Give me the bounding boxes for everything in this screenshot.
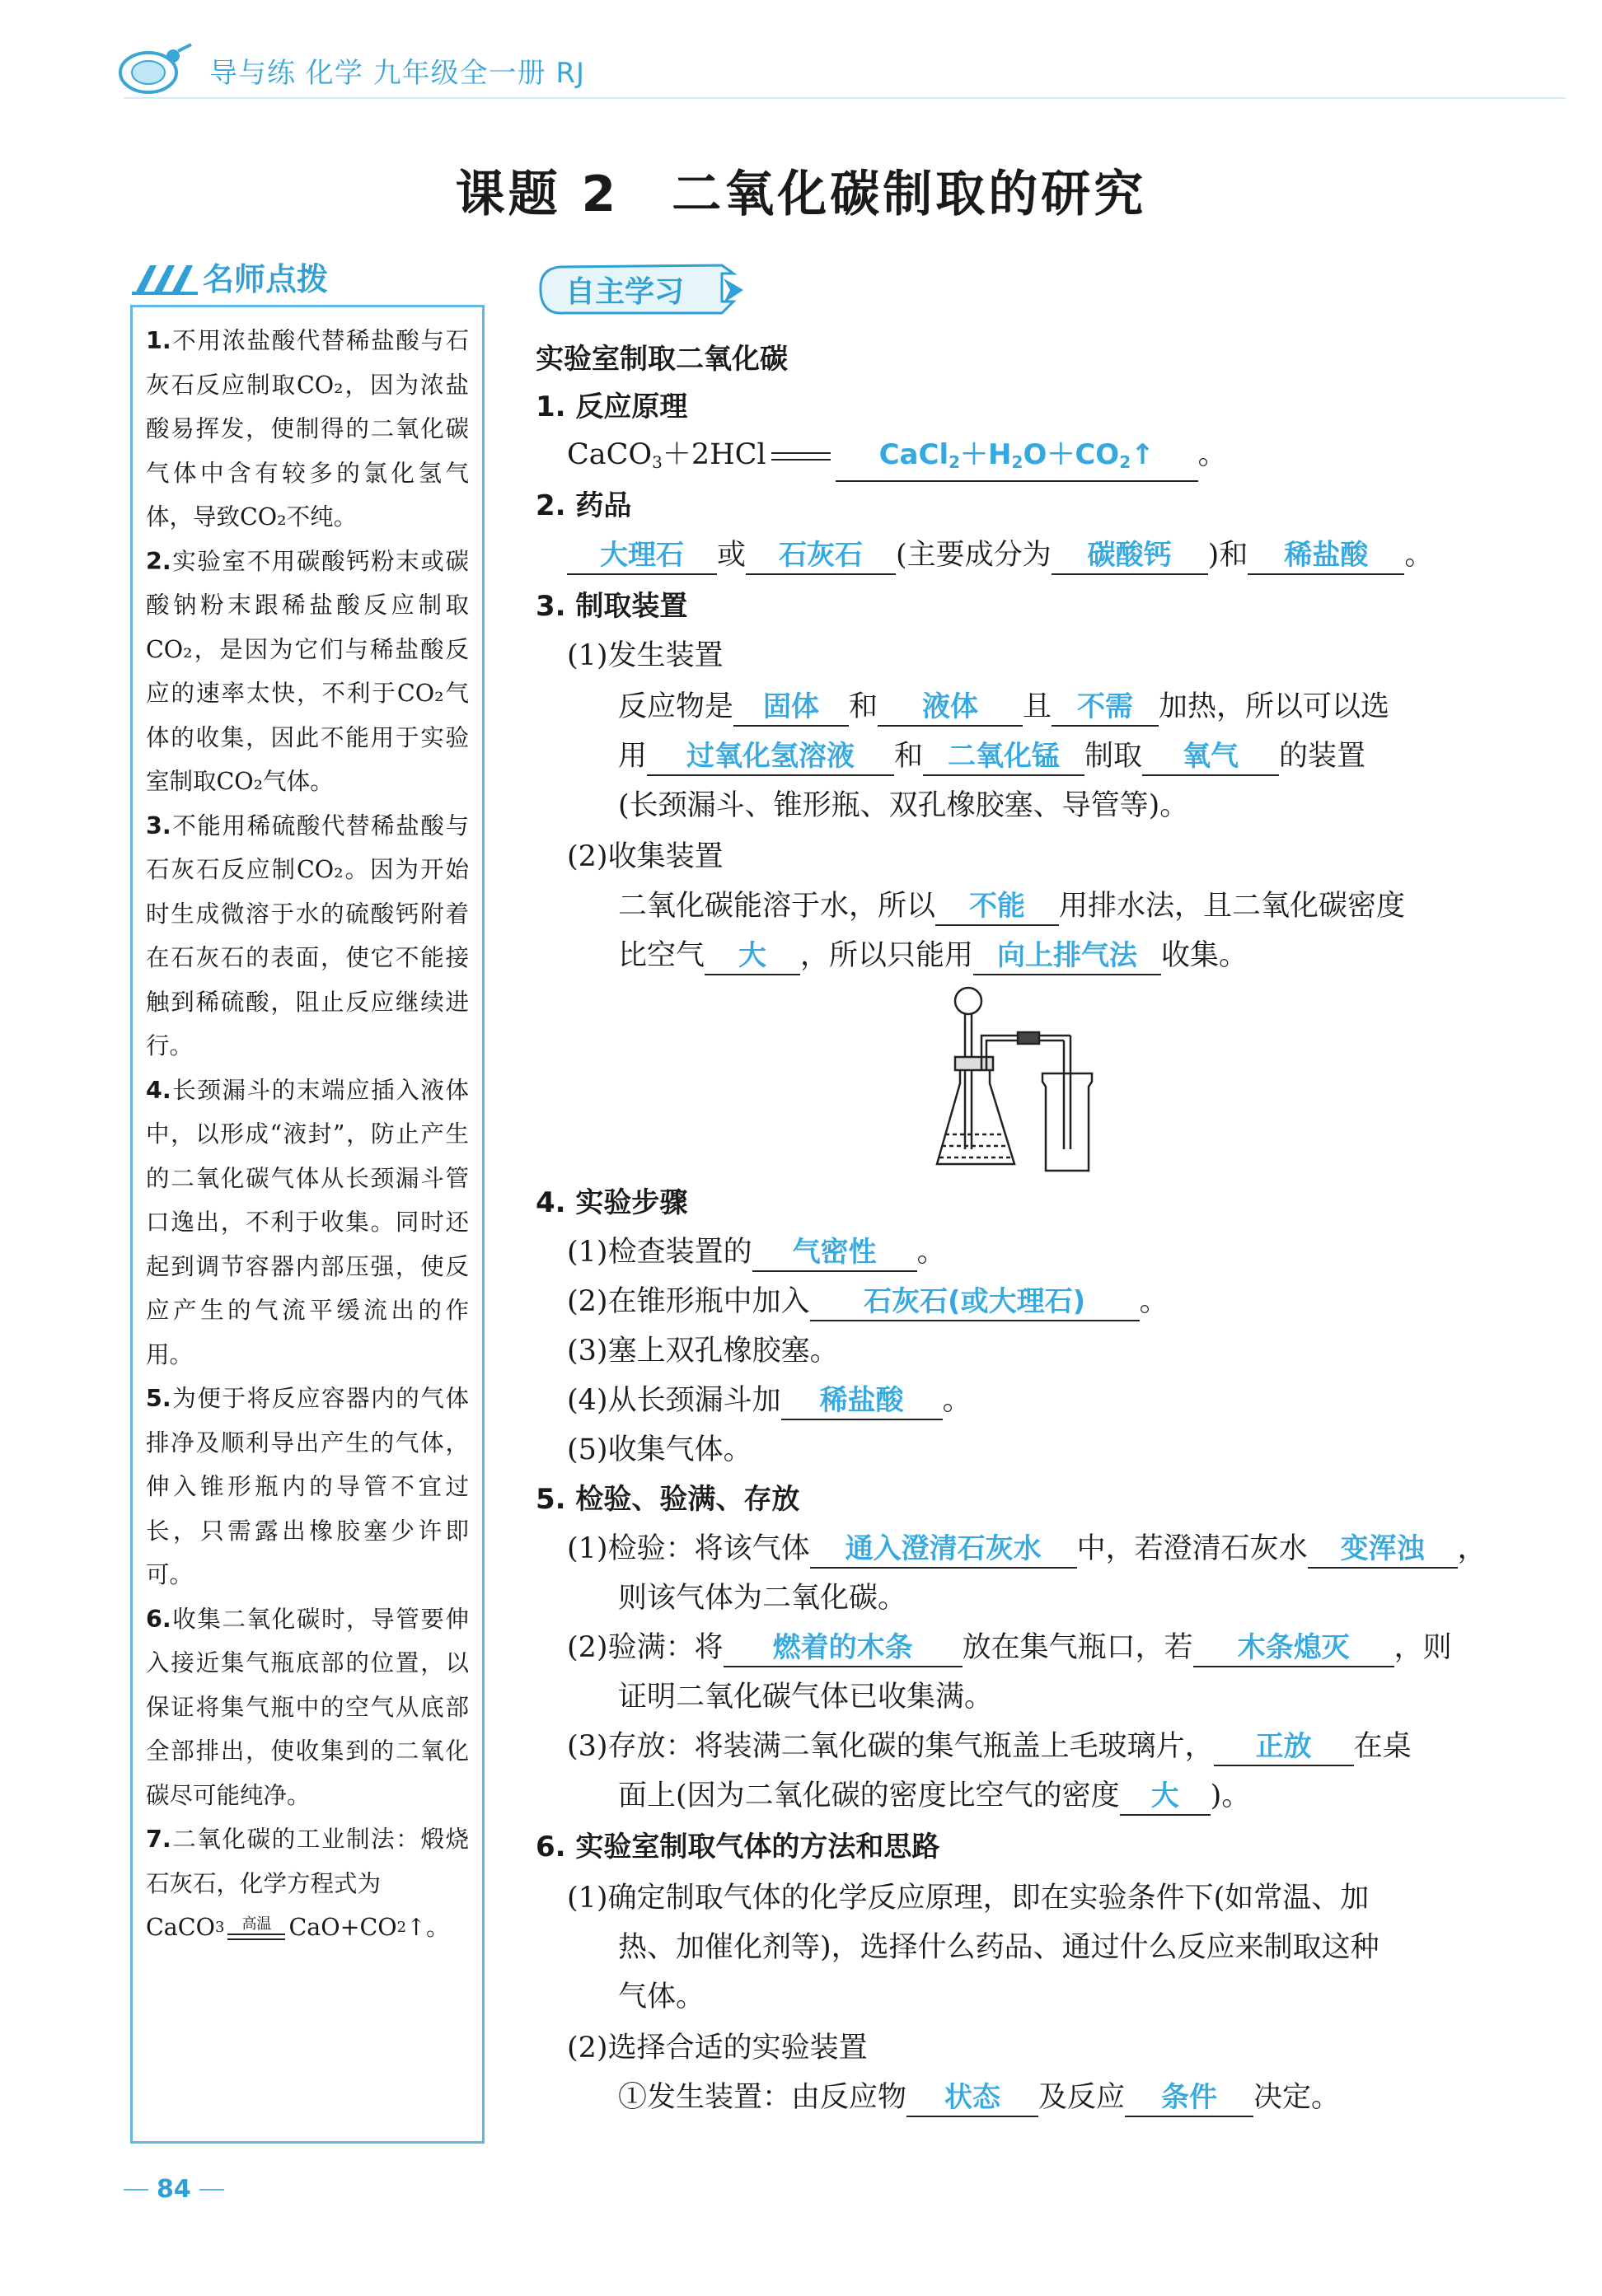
eq-equals-sign [227, 1934, 285, 1940]
method-1a: (1)确定制取气体的化学反应原理，即在实验条件下(如常温、加 [567, 1882, 1370, 1915]
text: 。 [1404, 539, 1434, 572]
text: 中，若澄清石灰水 [1076, 1532, 1308, 1565]
text: (1)检查装置的 [567, 1236, 752, 1269]
tip-number: 3. [146, 811, 171, 839]
drugs-line [567, 535, 1433, 575]
check-line-1 [567, 1529, 1487, 1569]
ans-part: ＋H [960, 438, 1012, 471]
eq-sub: 2 [396, 1919, 407, 1936]
page-number-text: 84 [157, 2175, 191, 2204]
text: 及反应 [1038, 2081, 1126, 2114]
tip-equation [146, 1906, 469, 1950]
step-1 [567, 1232, 946, 1272]
tip-item-2 [146, 540, 469, 804]
col-line-1 [618, 886, 1405, 926]
text: )和 [1207, 539, 1248, 572]
step-4 [567, 1381, 972, 1420]
text: 和 [849, 690, 878, 723]
col-title: (2)收集装置 [567, 840, 724, 873]
col-line-2 [618, 936, 1248, 975]
text: 。 [942, 1384, 972, 1417]
gen-line-1 [618, 687, 1389, 727]
step-heading-6: 6. 实验室制取气体的方法和思路 [536, 1831, 940, 1863]
step-2 [567, 1282, 1169, 1321]
tip-text: 收集二氧化碳时，导管要伸入接近集气瓶底部的位置，以保证将集气瓶中的空气从底部全部排出，使收集到的二氧化碳尽可能纯净。 [146, 1605, 469, 1809]
answer-blank: 大 [1120, 1778, 1211, 1816]
tip-item-1 [146, 319, 469, 540]
eq-term: ＋2HCl [662, 438, 766, 471]
text: ，所以只能用 [800, 939, 974, 972]
gen-line-3: (长颈漏斗、锥形瓶、双孔橡胶塞、导管等)。 [618, 789, 1189, 822]
eq-condition [227, 1917, 285, 1950]
check-line-2b: 证明二氧化碳气体已收集满。 [618, 1681, 994, 1714]
answer-blank: 木条熄灭 [1193, 1630, 1394, 1667]
series-logo-icon [115, 41, 194, 99]
text: 收集。 [1161, 939, 1248, 972]
eq-sub: 3 [652, 452, 663, 472]
gen-title: (1)发生装置 [567, 639, 724, 672]
answer-blank: 液体 [878, 689, 1023, 727]
step-3: (3)塞上双孔橡胶塞。 [567, 1335, 839, 1368]
answer-blank: 条件 [1125, 2079, 1253, 2117]
eq-reactant: CaCO [146, 1914, 215, 1941]
eq-condition-text: 高温 [241, 1915, 272, 1933]
step-heading-5: 5. 检验、验满、存放 [536, 1483, 800, 1516]
text: (3)存放：将装满二氧化碳的集气瓶盖上毛玻璃片， [567, 1730, 1214, 1763]
text: 加热，所以可以选 [1159, 690, 1390, 723]
answer-blank: 向上排气法 [973, 938, 1161, 975]
page-number-rule [124, 2189, 148, 2191]
tip-text: 不用浓盐酸代替稀盐酸与石灰石反应制取CO₂，因为浓盐酸易挥发，使制得的二氧化碳气体中含有较多的氯化氢气体，导致CO₂不纯。 [146, 327, 469, 531]
tip-text: 实验室不用碳酸钙粉末或碳酸钠粉末跟稀盐酸反应制取CO₂，是因为它们与稀盐酸反应的速率太快，不利于CO₂气体的收集，因此不能用于实验室制取CO₂气体。 [146, 547, 469, 795]
step-heading-4: 4. 实验步骤 [536, 1186, 688, 1219]
step-heading-3: 3. 制取装置 [536, 590, 688, 623]
self-study-heading [527, 262, 750, 321]
text: 决定。 [1253, 2081, 1341, 2114]
text: 且 [1023, 690, 1052, 723]
text: 或 [717, 539, 747, 572]
answer-blank: 不需 [1052, 689, 1159, 727]
answer-blank: 不能 [935, 888, 1059, 926]
gen-line-2 [618, 736, 1365, 776]
eq-products: CaO+CO [288, 1914, 397, 1941]
ans-sub: 2 [1119, 452, 1131, 472]
ans-sub: 2 [949, 452, 961, 472]
ans-part: O＋CO [1023, 438, 1120, 471]
text: 和 [894, 740, 924, 773]
check-line-3b [618, 1776, 1250, 1816]
tip-item-4 [146, 1069, 469, 1377]
answer-blank: 稀盐酸 [781, 1382, 943, 1420]
answer-blank: 石灰石 [746, 537, 896, 575]
section-title: 实验室制取二氧化碳 [536, 343, 788, 376]
text: 面上(因为二氧化碳的密度比空气的密度 [618, 1779, 1120, 1812]
tip-number: 1. [146, 327, 171, 354]
text: 的装置 [1279, 740, 1366, 773]
text: 。 [916, 1236, 946, 1269]
text: 在桌 [1353, 1730, 1412, 1763]
tip-number: 7. [146, 1826, 171, 1853]
eq-gas-arrow: ↑。 [406, 1914, 450, 1941]
tips-heading-label: 名师点拨 [203, 260, 329, 297]
tip-text: 二氧化碳的工业制法：煅烧石灰石，化学方程式为 [146, 1826, 469, 1897]
text: ， [1457, 1532, 1487, 1565]
text: 反应物是 [618, 690, 734, 723]
page-number-rule [199, 2189, 224, 2191]
answer-blank: 固体 [733, 689, 849, 727]
text: (1)检验：将该气体 [567, 1532, 810, 1565]
ans-part: CaCl [878, 438, 949, 471]
answer-blank: 通入澄清石灰水 [810, 1531, 1077, 1569]
answer-blank: 石灰石(或大理石) [810, 1284, 1140, 1321]
text: 二氧化碳能溶于水，所以 [618, 890, 936, 923]
answer-blank: 过氧化氢溶液 [647, 738, 894, 776]
tip-number: 6. [146, 1605, 171, 1633]
tip-item-3 [146, 804, 469, 1069]
check-line-1b: 则该气体为二氧化碳。 [618, 1582, 907, 1615]
text: 用排水法，且二氧化碳密度 [1059, 890, 1406, 923]
tip-item-6 [146, 1597, 469, 1818]
eq-end: 。 [1197, 438, 1227, 471]
tip-item-5 [146, 1377, 469, 1597]
tip-number: 4. [146, 1076, 171, 1104]
answer-blank: 大理石 [567, 537, 717, 575]
tip-number: 5. [146, 1385, 171, 1412]
lesson-title: 课题 2 二氧化碳制取的研究 [455, 166, 1147, 223]
answer-blank: 二氧化锰 [923, 738, 1084, 776]
method-1b: 热、加催化剂等)，选择什么药品、通过什么反应来制取这种 [618, 1931, 1380, 1964]
answer-blank: 变浑浊 [1308, 1531, 1458, 1569]
text: ①发生装置：由反应物 [618, 2081, 907, 2114]
step-heading-1: 1. 反应原理 [536, 390, 688, 423]
text: 制取 [1084, 740, 1143, 773]
eq-sub: 3 [214, 1919, 225, 1936]
step-heading-2: 2. 药品 [536, 489, 632, 522]
header-rule [124, 97, 1566, 99]
step-5: (5)收集气体。 [567, 1433, 752, 1466]
ans-part: ↑ [1131, 438, 1155, 471]
tip-item-7 [146, 1817, 469, 1906]
series-title: 导与练 化学 九年级全一册 RJ [209, 56, 586, 90]
answer-blank: 燃着的木条 [724, 1630, 963, 1667]
tip-text: 长颈漏斗的末端应插入液体中，以形成“液封”，防止产生的二氧化碳气体从长颈漏斗管口逸出，不利于收集。同时还起到调节容器内部压强，使反应产生的气流平缓流出的作用。 [146, 1076, 469, 1368]
tip-text: 不能用稀硫酸代替稀盐酸与石灰石反应制CO₂。因为开始时生成微溶于水的硫酸钙附着在石灰石的表面，使它不能接触到稀硫酸，阻止反应继续进行。 [146, 811, 469, 1059]
reaction-equation [567, 435, 1227, 482]
text: (2)验满：将 [567, 1631, 724, 1664]
page-header [115, 33, 585, 107]
answer-blank: 正放 [1214, 1728, 1354, 1766]
answer-blank: 稀盐酸 [1248, 537, 1404, 575]
chevron-marks-icon [132, 255, 198, 297]
tip-text: 为便于将反应容器内的气体排净及顺利导出产生的气体，伸入锥形瓶内的导管不宜过长，只需露出橡胶塞少许即可。 [146, 1385, 469, 1588]
check-line-3 [567, 1727, 1412, 1766]
tip-number: 2. [146, 547, 171, 575]
text: )。 [1210, 1779, 1251, 1812]
text: (4)从长颈漏斗加 [567, 1384, 781, 1417]
eq-equals-sign [771, 452, 831, 461]
text: 用 [618, 740, 648, 773]
text: (主要成分为 [896, 539, 1052, 572]
answer-blank [836, 437, 1198, 482]
tips-heading [132, 251, 328, 301]
eq-term: CaCO [567, 438, 653, 471]
tips-panel [130, 305, 485, 2144]
method-1c: 气体。 [618, 1980, 705, 2013]
text: (2)在锥形瓶中加入 [567, 1285, 810, 1318]
ans-sub: 2 [1011, 452, 1024, 472]
answer-blank: 碳酸钙 [1052, 537, 1208, 575]
text: 放在集气瓶口，若 [962, 1631, 1193, 1664]
method-2: (2)选择合适的实验装置 [567, 2032, 868, 2065]
answer-blank: 大 [705, 938, 800, 975]
check-line-2 [567, 1628, 1452, 1667]
answer-blank: 状态 [906, 2079, 1038, 2117]
page-number [124, 2175, 224, 2204]
text: 。 [1139, 1285, 1169, 1318]
text: 比空气 [618, 939, 705, 972]
text: ，则 [1394, 1631, 1452, 1664]
self-study-heading-label: 自主学习 [565, 275, 685, 309]
co2-apparatus-diagram [935, 984, 1191, 1174]
answer-blank: 气密性 [752, 1234, 917, 1272]
answer-blank: 氧气 [1142, 738, 1279, 776]
method-3 [618, 2078, 1340, 2117]
